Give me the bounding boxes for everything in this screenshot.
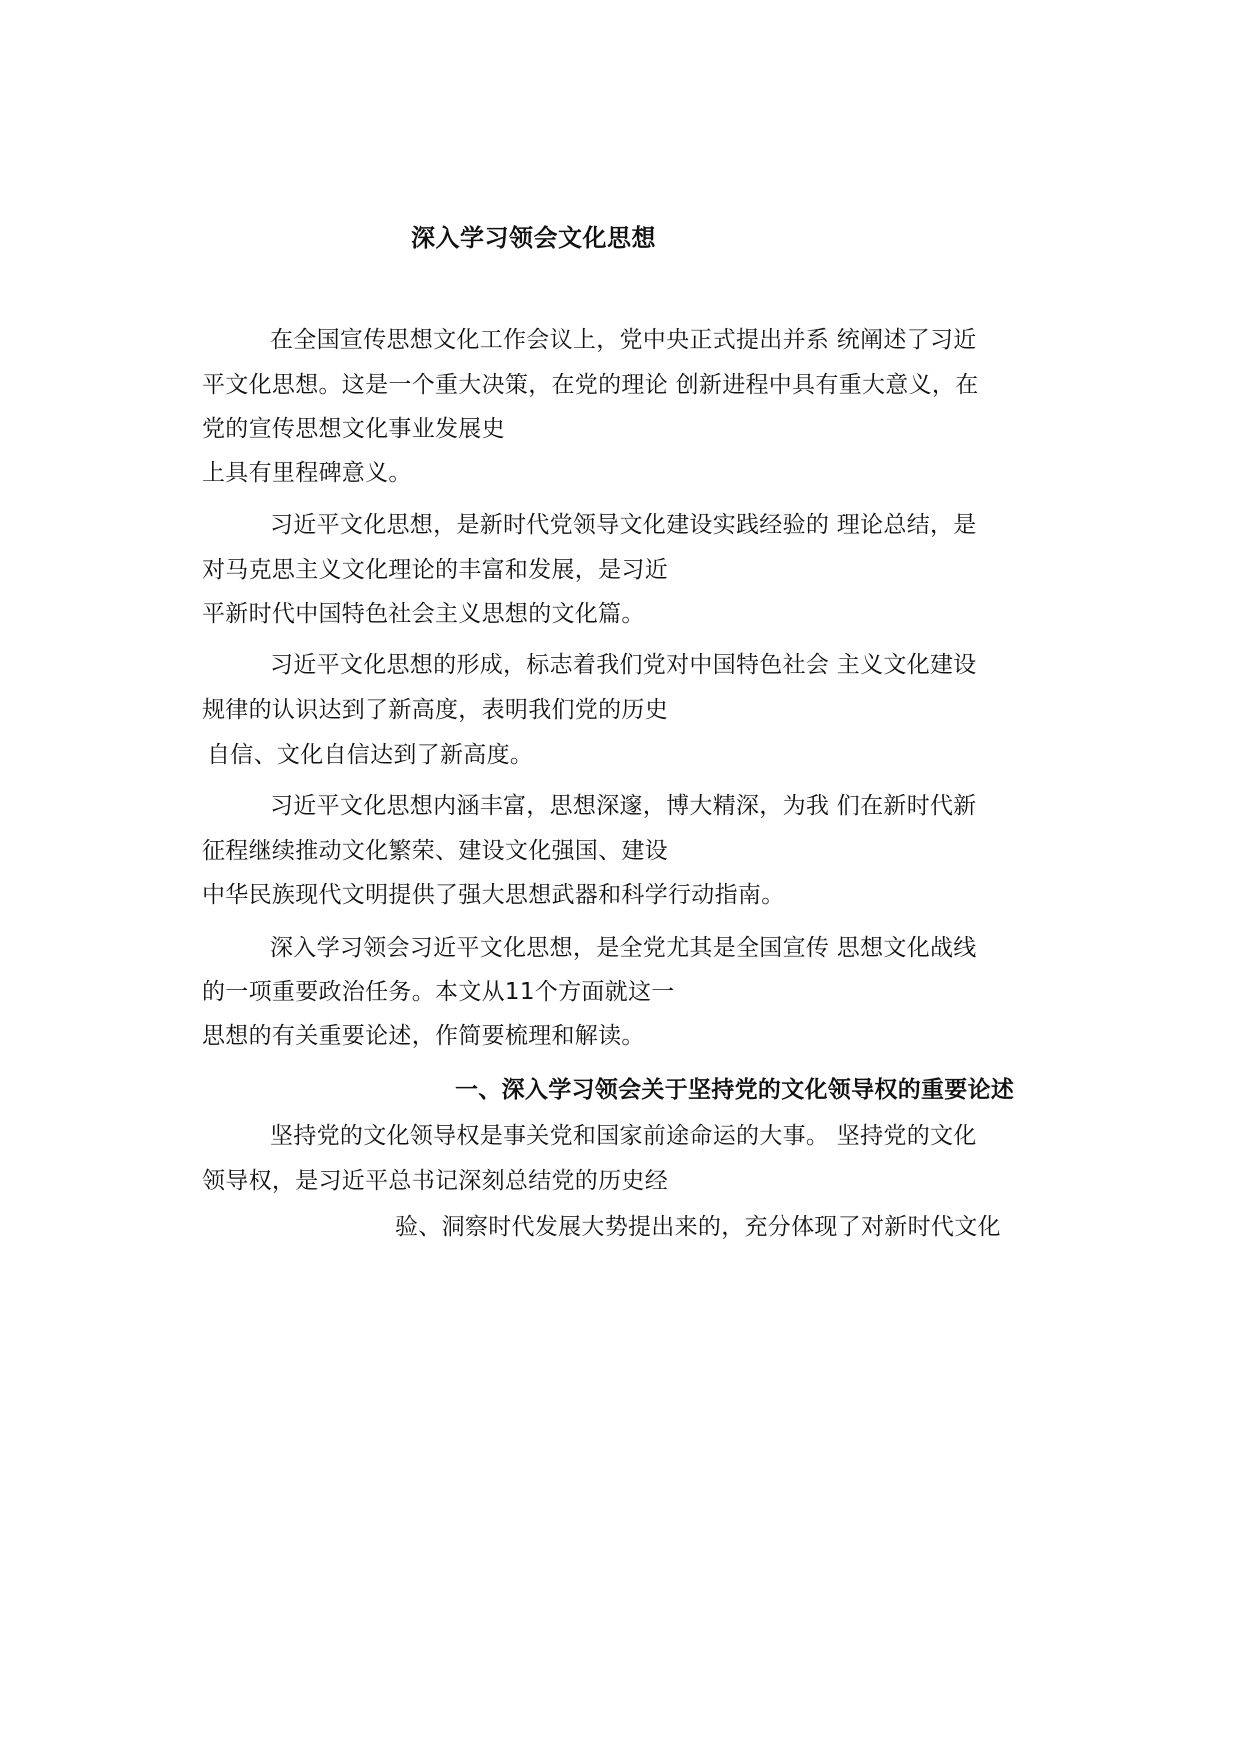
text-line: 征程继续推动文化繁荣、建设文化强国、建设 [202,838,668,864]
section-heading: 一、深入学习领会关于坚持党的文化领导权的重要论述 [455,1077,1015,1103]
text-line: 习近平文化思想内涵丰富，思想深邃，博大精深，为我 们在新时代新 [270,793,977,819]
text-line: 习近平文化思想的形成，标志着我们党对中国特色社会 主义文化建设 [270,652,977,678]
text-line: 习近平文化思想，是新时代党领导文化建设实践经验的 理论总结，是 [270,512,977,538]
text-line: 规律的认识达到了新高度，表明我们党的历史 [202,697,668,723]
text-line: 自信、文化自信达到了新高度。 [207,742,534,768]
text-line: 党的宣传思想文化事业发展史 [202,416,505,442]
document-title: 深入学习领会文化思想 [411,224,656,252]
text-line: 上具有里程碑意义。 [202,460,412,486]
text-line: 平新时代中国特色社会主义思想的文化篇。 [202,601,645,627]
text-line: 领导权，是习近平总书记深刻总结党的历史经 [202,1168,668,1194]
text-line: 平文化思想。这是一个重大决策，在党的理论 创新进程中具有重大意义，在 [202,372,979,398]
text-line: 思想的有关重要论述，作简要梳理和解读。 [202,1023,645,1049]
text-line: 中华民族现代文明提供了强大思想武器和科学行动指南。 [202,882,785,908]
text-line: 验、洞察时代发展大势提出来的，充分体现了对新时代文化 [395,1214,1001,1240]
text-line: 对马克思主义文化理论的丰富和发展，是习近 [202,557,668,583]
text-line: 的一项重要政治任务。本文从11个方面就这一 [202,979,675,1005]
text-line: 坚持党的文化领导权是事关党和国家前途命运的大事。 坚持党的文化 [270,1123,977,1149]
text-line: 深入学习领会习近平文化思想，是全党尤其是全国宣传 思想文化战线 [270,935,977,961]
text-line: 在全国宣传思想文化工作会议上，党中央正式提出并系 统阐述了习近 [270,327,977,353]
